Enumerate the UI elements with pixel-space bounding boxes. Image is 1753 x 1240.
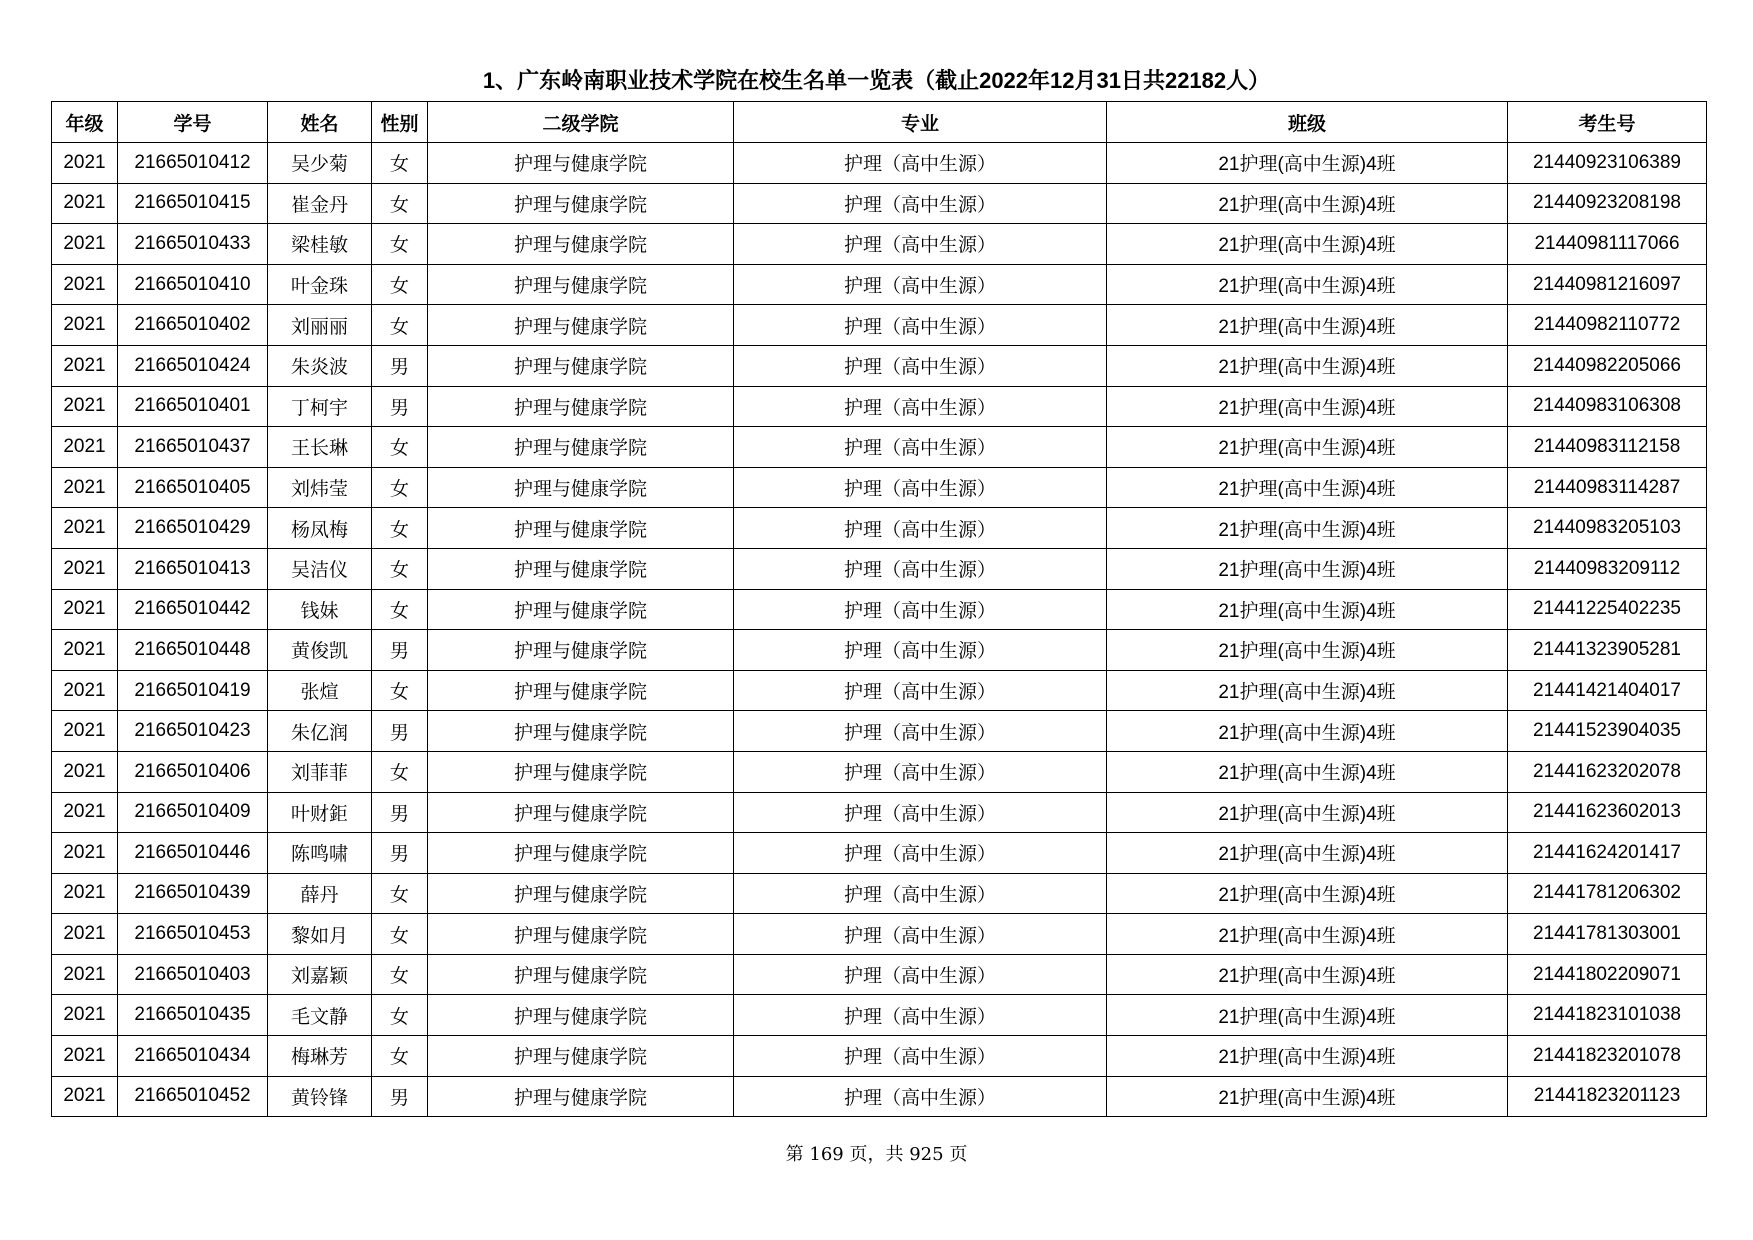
cell-gender: 女 (372, 143, 428, 184)
cell-grade: 2021 (52, 792, 118, 833)
table-row (52, 670, 1707, 711)
cell-college: 护理与健康学院 (428, 833, 734, 874)
cell-grade: 2021 (52, 427, 118, 468)
cell-name: 杨凤梅 (268, 508, 372, 549)
cell-exam-no: 21440981216097 (1508, 264, 1707, 305)
cell-class: 21护理(高中生源)4班 (1107, 995, 1508, 1036)
cell-class: 21护理(高中生源)4班 (1107, 508, 1508, 549)
cell-college: 护理与健康学院 (428, 1076, 734, 1117)
cell-gender: 女 (372, 751, 428, 792)
cell-class: 21护理(高中生源)4班 (1107, 914, 1508, 955)
cell-exam-no: 21440983112158 (1508, 427, 1707, 468)
cell-gender: 女 (372, 589, 428, 630)
cell-major: 护理（高中生源） (734, 345, 1107, 386)
cell-class: 21护理(高中生源)4班 (1107, 833, 1508, 874)
cell-gender: 女 (372, 914, 428, 955)
table-row (52, 630, 1707, 671)
cell-gender: 男 (372, 792, 428, 833)
column-header-student-id: 学号 (118, 102, 268, 143)
cell-student-id: 21665010405 (118, 467, 268, 508)
cell-exam-no: 21441623602013 (1508, 792, 1707, 833)
cell-name: 刘菲菲 (268, 751, 372, 792)
cell-grade: 2021 (52, 386, 118, 427)
cell-class: 21护理(高中生源)4班 (1107, 630, 1508, 671)
cell-major: 护理（高中生源） (734, 183, 1107, 224)
cell-name: 梁桂敏 (268, 224, 372, 265)
cell-exam-no: 21441323905281 (1508, 630, 1707, 671)
cell-class: 21护理(高中生源)4班 (1107, 143, 1508, 184)
table-row (52, 995, 1707, 1036)
cell-student-id: 21665010406 (118, 751, 268, 792)
cell-college: 护理与健康学院 (428, 995, 734, 1036)
cell-college: 护理与健康学院 (428, 427, 734, 468)
cell-class: 21护理(高中生源)4班 (1107, 873, 1508, 914)
cell-grade: 2021 (52, 345, 118, 386)
table-row (52, 589, 1707, 630)
cell-college: 护理与健康学院 (428, 711, 734, 752)
cell-exam-no: 21440983114287 (1508, 467, 1707, 508)
cell-major: 护理（高中生源） (734, 751, 1107, 792)
cell-college: 护理与健康学院 (428, 264, 734, 305)
page-footer (0, 1143, 1753, 1167)
cell-name: 叶金珠 (268, 264, 372, 305)
cell-college: 护理与健康学院 (428, 143, 734, 184)
column-header-major: 专业 (734, 102, 1107, 143)
cell-name: 叶财鉅 (268, 792, 372, 833)
cell-major: 护理（高中生源） (734, 914, 1107, 955)
cell-gender: 男 (372, 630, 428, 671)
cell-name: 陈鸣啸 (268, 833, 372, 874)
cell-gender: 女 (372, 264, 428, 305)
cell-gender: 男 (372, 711, 428, 752)
table-row (52, 183, 1707, 224)
cell-class: 21护理(高中生源)4班 (1107, 467, 1508, 508)
cell-major: 护理（高中生源） (734, 305, 1107, 346)
table-row (52, 224, 1707, 265)
cell-name: 刘嘉颖 (268, 954, 372, 995)
cell-gender: 女 (372, 1036, 428, 1077)
cell-class: 21护理(高中生源)4班 (1107, 792, 1508, 833)
table-row (52, 305, 1707, 346)
cell-exam-no: 21441225402235 (1508, 589, 1707, 630)
cell-major: 护理（高中生源） (734, 386, 1107, 427)
cell-class: 21护理(高中生源)4班 (1107, 954, 1508, 995)
column-header-class: 班级 (1107, 102, 1508, 143)
cell-grade: 2021 (52, 467, 118, 508)
cell-exam-no: 21440983209112 (1508, 548, 1707, 589)
footer-total-pages: 925 (909, 1144, 944, 1165)
cell-exam-no: 21441421404017 (1508, 670, 1707, 711)
cell-student-id: 21665010429 (118, 508, 268, 549)
cell-class: 21护理(高中生源)4班 (1107, 711, 1508, 752)
footer-page-number: 169 (809, 1144, 844, 1165)
table-row (52, 508, 1707, 549)
cell-grade: 2021 (52, 914, 118, 955)
cell-college: 护理与健康学院 (428, 630, 734, 671)
column-header-grade: 年级 (52, 102, 118, 143)
cell-grade: 2021 (52, 589, 118, 630)
cell-class: 21护理(高中生源)4班 (1107, 305, 1508, 346)
cell-gender: 女 (372, 873, 428, 914)
cell-student-id: 21665010435 (118, 995, 268, 1036)
cell-exam-no: 21441823201078 (1508, 1036, 1707, 1077)
table-row (52, 386, 1707, 427)
cell-grade: 2021 (52, 305, 118, 346)
cell-name: 黄俊凯 (268, 630, 372, 671)
table-row (52, 345, 1707, 386)
cell-student-id: 21665010413 (118, 548, 268, 589)
cell-gender: 女 (372, 305, 428, 346)
cell-name: 吴少菊 (268, 143, 372, 184)
cell-exam-no: 21441624201417 (1508, 833, 1707, 874)
table-row (52, 914, 1707, 955)
column-header-name: 姓名 (268, 102, 372, 143)
cell-grade: 2021 (52, 1036, 118, 1077)
footer-prefix: 第 (785, 1144, 804, 1165)
cell-college: 护理与健康学院 (428, 224, 734, 265)
cell-college: 护理与健康学院 (428, 751, 734, 792)
cell-grade: 2021 (52, 995, 118, 1036)
cell-major: 护理（高中生源） (734, 1036, 1107, 1077)
table-row (52, 548, 1707, 589)
cell-exam-no: 21441823201123 (1508, 1076, 1707, 1117)
cell-class: 21护理(高中生源)4班 (1107, 548, 1508, 589)
page-title: 1、广东岭南职业技术学院在校生名单一览表（截止2022年12月31日共22182人） (482, 68, 1271, 93)
cell-class: 21护理(高中生源)4班 (1107, 670, 1508, 711)
cell-student-id: 21665010442 (118, 589, 268, 630)
table-row (52, 1036, 1707, 1077)
cell-major: 护理（高中生源） (734, 630, 1107, 671)
table-row (52, 1076, 1707, 1117)
cell-class: 21护理(高中生源)4班 (1107, 751, 1508, 792)
cell-class: 21护理(高中生源)4班 (1107, 264, 1508, 305)
table-row (52, 711, 1707, 752)
cell-gender: 女 (372, 467, 428, 508)
cell-class: 21护理(高中生源)4班 (1107, 183, 1508, 224)
cell-grade: 2021 (52, 224, 118, 265)
cell-grade: 2021 (52, 670, 118, 711)
table-row (52, 954, 1707, 995)
cell-student-id: 21665010452 (118, 1076, 268, 1117)
table-row (52, 833, 1707, 874)
cell-gender: 女 (372, 224, 428, 265)
cell-name: 薛丹 (268, 873, 372, 914)
table-row (52, 427, 1707, 468)
cell-college: 护理与健康学院 (428, 873, 734, 914)
cell-student-id: 21665010419 (118, 670, 268, 711)
cell-student-id: 21665010409 (118, 792, 268, 833)
table-row (52, 264, 1707, 305)
cell-student-id: 21665010424 (118, 345, 268, 386)
cell-class: 21护理(高中生源)4班 (1107, 345, 1508, 386)
cell-class: 21护理(高中生源)4班 (1107, 427, 1508, 468)
cell-name: 朱炎波 (268, 345, 372, 386)
cell-grade: 2021 (52, 1076, 118, 1117)
student-roster-table (51, 101, 1707, 1117)
cell-gender: 女 (372, 995, 428, 1036)
cell-gender: 男 (372, 1076, 428, 1117)
cell-name: 吴洁仪 (268, 548, 372, 589)
cell-college: 护理与健康学院 (428, 1036, 734, 1077)
cell-gender: 女 (372, 508, 428, 549)
cell-major: 护理（高中生源） (734, 264, 1107, 305)
table-row (52, 751, 1707, 792)
cell-gender: 女 (372, 954, 428, 995)
cell-student-id: 21665010415 (118, 183, 268, 224)
cell-student-id: 21665010439 (118, 873, 268, 914)
cell-class: 21护理(高中生源)4班 (1107, 224, 1508, 265)
cell-exam-no: 21440983205103 (1508, 508, 1707, 549)
cell-major: 护理（高中生源） (734, 467, 1107, 508)
cell-student-id: 21665010412 (118, 143, 268, 184)
cell-major: 护理（高中生源） (734, 1076, 1107, 1117)
cell-class: 21护理(高中生源)4班 (1107, 1036, 1508, 1077)
cell-grade: 2021 (52, 630, 118, 671)
cell-student-id: 21665010448 (118, 630, 268, 671)
cell-gender: 女 (372, 670, 428, 711)
cell-name: 王长琳 (268, 427, 372, 468)
cell-exam-no: 21440982205066 (1508, 345, 1707, 386)
cell-gender: 男 (372, 833, 428, 874)
cell-college: 护理与健康学院 (428, 670, 734, 711)
cell-student-id: 21665010423 (118, 711, 268, 752)
cell-college: 护理与健康学院 (428, 386, 734, 427)
cell-student-id: 21665010437 (118, 427, 268, 468)
column-header-gender: 性别 (372, 102, 428, 143)
cell-student-id: 21665010403 (118, 954, 268, 995)
cell-student-id: 21665010401 (118, 386, 268, 427)
column-header-exam-no: 考生号 (1508, 102, 1707, 143)
cell-major: 护理（高中生源） (734, 508, 1107, 549)
cell-exam-no: 21441523904035 (1508, 711, 1707, 752)
cell-exam-no: 21441781303001 (1508, 914, 1707, 955)
cell-student-id: 21665010453 (118, 914, 268, 955)
column-header-college: 二级学院 (428, 102, 734, 143)
cell-student-id: 21665010402 (118, 305, 268, 346)
cell-exam-no: 21440982110772 (1508, 305, 1707, 346)
cell-college: 护理与健康学院 (428, 954, 734, 995)
cell-gender: 男 (372, 386, 428, 427)
cell-name: 崔金丹 (268, 183, 372, 224)
cell-college: 护理与健康学院 (428, 548, 734, 589)
cell-major: 护理（高中生源） (734, 792, 1107, 833)
cell-major: 护理（高中生源） (734, 995, 1107, 1036)
cell-grade: 2021 (52, 548, 118, 589)
cell-major: 护理（高中生源） (734, 833, 1107, 874)
cell-grade: 2021 (52, 264, 118, 305)
cell-grade: 2021 (52, 954, 118, 995)
cell-grade: 2021 (52, 833, 118, 874)
cell-major: 护理（高中生源） (734, 873, 1107, 914)
cell-exam-no: 21440983106308 (1508, 386, 1707, 427)
cell-college: 护理与健康学院 (428, 345, 734, 386)
cell-grade: 2021 (52, 873, 118, 914)
cell-major: 护理（高中生源） (734, 427, 1107, 468)
cell-exam-no: 21440923106389 (1508, 143, 1707, 184)
table-row (52, 873, 1707, 914)
cell-gender: 男 (372, 345, 428, 386)
table-row (52, 143, 1707, 184)
cell-exam-no: 21440981117066 (1508, 224, 1707, 265)
cell-name: 刘炜莹 (268, 467, 372, 508)
footer-suffix: 页 (949, 1144, 968, 1165)
cell-college: 护理与健康学院 (428, 305, 734, 346)
cell-major: 护理（高中生源） (734, 548, 1107, 589)
cell-name: 丁柯宇 (268, 386, 372, 427)
cell-student-id: 21665010433 (118, 224, 268, 265)
table-row (52, 792, 1707, 833)
cell-major: 护理（高中生源） (734, 954, 1107, 995)
cell-college: 护理与健康学院 (428, 508, 734, 549)
cell-name: 张煊 (268, 670, 372, 711)
cell-exam-no: 21441781206302 (1508, 873, 1707, 914)
cell-grade: 2021 (52, 711, 118, 752)
cell-major: 护理（高中生源） (734, 670, 1107, 711)
cell-name: 梅琳芳 (268, 1036, 372, 1077)
cell-exam-no: 21441623202078 (1508, 751, 1707, 792)
cell-gender: 女 (372, 183, 428, 224)
cell-college: 护理与健康学院 (428, 183, 734, 224)
cell-name: 朱亿润 (268, 711, 372, 752)
cell-grade: 2021 (52, 508, 118, 549)
cell-major: 护理（高中生源） (734, 143, 1107, 184)
cell-grade: 2021 (52, 143, 118, 184)
cell-class: 21护理(高中生源)4班 (1107, 386, 1508, 427)
cell-student-id: 21665010434 (118, 1036, 268, 1077)
cell-major: 护理（高中生源） (734, 711, 1107, 752)
cell-class: 21护理(高中生源)4班 (1107, 1076, 1508, 1117)
cell-grade: 2021 (52, 183, 118, 224)
cell-exam-no: 21441802209071 (1508, 954, 1707, 995)
cell-major: 护理（高中生源） (734, 589, 1107, 630)
cell-college: 护理与健康学院 (428, 467, 734, 508)
footer-middle: 页，共 (849, 1144, 904, 1165)
cell-gender: 女 (372, 427, 428, 468)
cell-name: 黄铃锋 (268, 1076, 372, 1117)
cell-name: 刘丽丽 (268, 305, 372, 346)
cell-college: 护理与健康学院 (428, 792, 734, 833)
cell-gender: 女 (372, 548, 428, 589)
cell-exam-no: 21441823101038 (1508, 995, 1707, 1036)
cell-college: 护理与健康学院 (428, 589, 734, 630)
cell-student-id: 21665010446 (118, 833, 268, 874)
cell-major: 护理（高中生源） (734, 224, 1107, 265)
cell-student-id: 21665010410 (118, 264, 268, 305)
cell-exam-no: 21440923208198 (1508, 183, 1707, 224)
table-header-row (52, 102, 1707, 143)
table-row (52, 467, 1707, 508)
cell-name: 毛文静 (268, 995, 372, 1036)
cell-name: 钱妹 (268, 589, 372, 630)
cell-name: 黎如月 (268, 914, 372, 955)
cell-college: 护理与健康学院 (428, 914, 734, 955)
cell-class: 21护理(高中生源)4班 (1107, 589, 1508, 630)
cell-grade: 2021 (52, 751, 118, 792)
